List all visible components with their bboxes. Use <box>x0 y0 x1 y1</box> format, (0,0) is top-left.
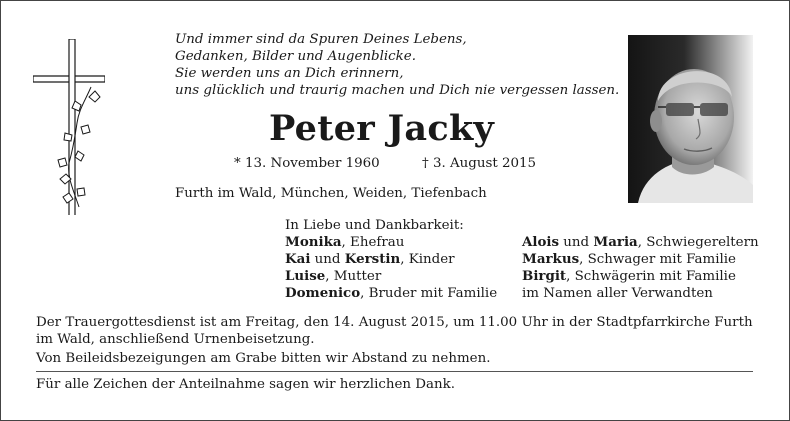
death-date: † 3. August 2015 <box>422 156 537 171</box>
divider <box>36 371 753 372</box>
mourner-entry <box>285 234 497 251</box>
mourner-relation: , Kinder <box>400 252 455 267</box>
condolence-request: Von Beileidsbezeigungen am Grabe bitten wir Abstand zu nehmen. <box>36 351 491 366</box>
mourner-entry <box>522 285 759 302</box>
funeral-service-info: Der Trauergottesdienst ist am Freitag, den 14. August 2015, um 11.00 Uhr in der Stadtpfarrkirche Furth im Wald, anschließend Urnenbeisetzung. <box>36 315 753 347</box>
places-of-life: Furth im Wald, München, Weiden, Tiefenbach <box>175 186 487 201</box>
cross-with-ivy-icon <box>33 39 105 215</box>
mourner-entry <box>522 234 759 251</box>
mourner-name: Domenico <box>285 285 361 301</box>
mourner-relation: , Mutter <box>325 269 382 284</box>
mourner-name: Birgit <box>522 268 567 284</box>
mourners-list-right <box>522 234 759 302</box>
deceased-name: Peter Jacky <box>269 108 495 149</box>
mourner-entry <box>285 268 497 285</box>
mourners-heading: In Liebe und Dankbarkeit: <box>285 218 464 233</box>
mourner-name: Luise <box>285 268 326 284</box>
mourner-entry <box>285 285 497 302</box>
mourner-name: Alois <box>522 234 560 250</box>
poem <box>175 31 619 99</box>
mourner-entry <box>285 251 497 268</box>
mourner-relation: , Ehefrau <box>341 235 405 250</box>
mourner-conjunction: und <box>310 252 345 267</box>
mourner-name: Maria <box>593 234 638 250</box>
final-thanks: Für alle Zeichen der Anteilnahme sagen wir herzlichen Dank. <box>36 377 456 392</box>
mourner-entry <box>522 268 759 285</box>
mourner-name: Monika <box>285 234 342 250</box>
mourner-relation: , Bruder mit Familie <box>360 286 498 301</box>
mourner-relation: , Schwägerin mit Familie <box>566 269 736 284</box>
mourner-entry <box>522 251 759 268</box>
poem-line: Sie werden uns an Dich erinnern, <box>175 66 404 81</box>
poem-line: uns glücklich und traurig machen und Dich nie vergessen lassen. <box>175 83 620 98</box>
mourners-list-left <box>285 234 497 302</box>
mourner-relation: , Schwiegereltern <box>637 235 759 250</box>
poem-line: Gedanken, Bilder und Augenblicke. <box>175 49 416 64</box>
mourner-name: Markus <box>522 251 580 267</box>
mourner-name: Kai <box>285 251 311 267</box>
mourner-relation: im Namen aller Verwandten <box>522 286 713 301</box>
mourner-name: Kerstin <box>344 251 401 267</box>
mourner-relation: , Schwager mit Familie <box>579 252 736 267</box>
mourner-conjunction: und <box>559 235 594 250</box>
portrait-photo <box>628 35 753 203</box>
birth-date: * 13. November 1960 <box>234 156 380 171</box>
poem-line: Und immer sind da Spuren Deines Lebens, <box>175 32 467 47</box>
